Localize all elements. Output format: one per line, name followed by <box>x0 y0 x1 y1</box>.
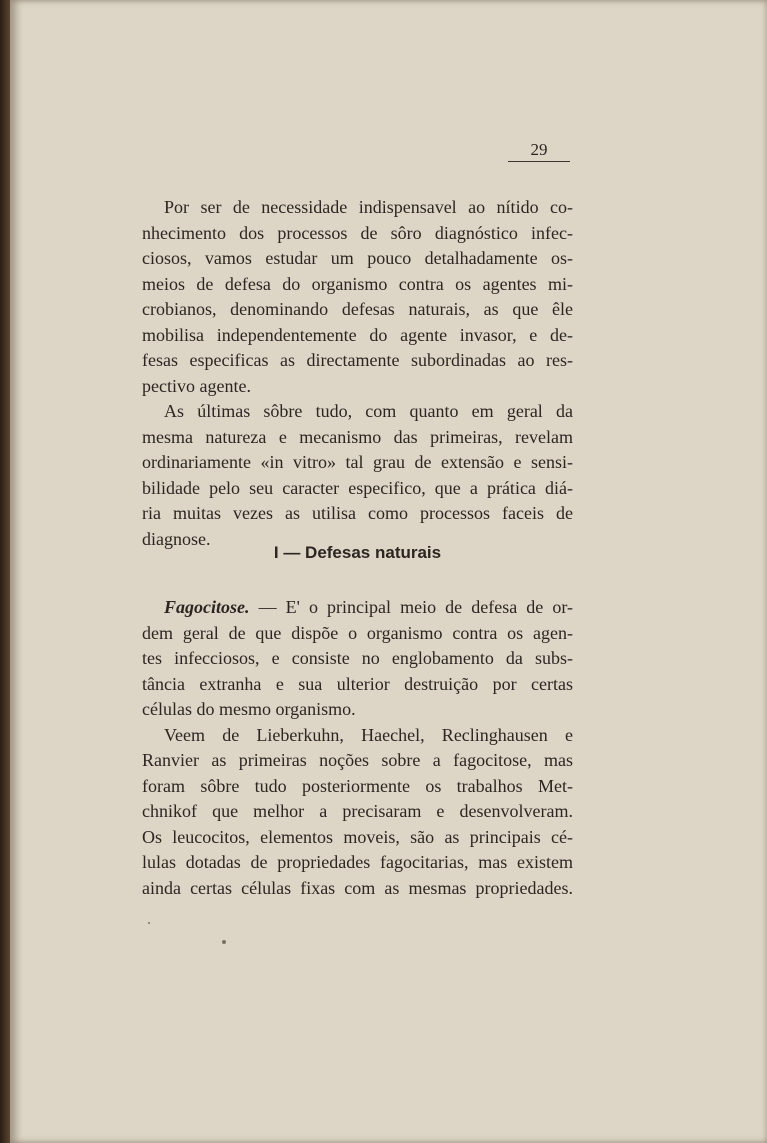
line-text: Por ser de necessidade indispensavel ao nítido co- <box>164 197 573 217</box>
line-text: diagnose. <box>142 528 211 549</box>
line-text: mesma natureza e mecanismo das primeiras, revelam <box>142 426 573 447</box>
line-text: dem geral de que dispõe o organismo contra os agen- <box>142 622 573 643</box>
line-text: Veem de Lieberkuhn, Haechel, Reclinghausen e <box>164 724 573 745</box>
text-line <box>142 621 573 647</box>
text-line <box>142 425 573 451</box>
line-text: ordinariamente «in vitro» tal grau de extensão e sensi- <box>142 452 573 472</box>
line-text: foram sôbre tudo posteriormente os trabalhos Met- <box>142 775 573 796</box>
text-line <box>142 399 573 425</box>
text-line <box>142 323 573 349</box>
text-line <box>142 748 573 774</box>
term-label: Fagocitose. <box>164 597 250 617</box>
paper-speck <box>148 922 150 924</box>
text-line <box>142 646 573 672</box>
line-text: Os leucocitos, elementos moveis, são as principais cé- <box>142 826 573 847</box>
line-text: ainda certas células fixas com as mesmas propriedades. <box>142 877 573 898</box>
line-text: ria muitas vezes as utilisa como processos faceis de <box>142 503 573 523</box>
line-text: células do mesmo organismo. <box>142 699 356 719</box>
line-text: crobianos, denominando defesas naturais, as que êle <box>142 299 573 319</box>
text-line <box>142 774 573 800</box>
paragraph-fagocitose <box>142 595 573 901</box>
line-text: meios de defesa do organismo contra os agentes mi- <box>142 273 573 294</box>
book-page <box>10 0 767 1143</box>
page-number: 29 <box>508 140 570 162</box>
text-line <box>142 672 573 698</box>
text-line <box>142 876 573 902</box>
line-text: ciosos, vamos estudar um pouco detalhadamente os- <box>142 248 573 268</box>
line-text: tes infecciosos, e consiste no englobamento da subs- <box>142 648 573 668</box>
text-line <box>142 476 573 502</box>
line-text: lulas dotadas de propriedades fagocitarias, mas existem <box>142 852 573 872</box>
text-line <box>142 799 573 825</box>
text-line <box>142 221 573 247</box>
line-text: mobilisa independentemente do agente invasor, e de- <box>142 324 573 345</box>
paper-speck <box>222 940 226 944</box>
text-line <box>142 195 573 221</box>
line-text: — E' o principal meio de defesa de or- <box>249 597 573 617</box>
text-line <box>142 374 573 400</box>
line-text: pectivo agente. <box>142 375 251 396</box>
text-line <box>142 501 573 527</box>
text-line <box>142 297 573 323</box>
text-line <box>142 723 573 749</box>
text-line <box>142 825 573 851</box>
paragraph-intro <box>142 195 573 552</box>
line-text: chnikof que melhor a precisaram e desenvolveram. <box>142 801 573 821</box>
line-text: tância extranha e sua ulterior destruição por certas <box>142 673 573 694</box>
text-line <box>142 697 573 723</box>
text-line <box>142 348 573 374</box>
line-text: nhecimento dos processos de sôro diagnóstico infec- <box>142 222 573 243</box>
line-text: fesas especificas as directamente subordinadas ao res- <box>142 350 573 370</box>
line-text: Ranvier as primeiras noções sobre a fagocitose, mas <box>142 750 573 770</box>
section-heading: I — Defesas naturais <box>273 543 442 562</box>
text-line <box>142 450 573 476</box>
line-text: bilidade pelo seu caracter especifico, que a prática diá- <box>142 477 573 498</box>
text-line <box>142 272 573 298</box>
book-binding-edge <box>0 0 10 1143</box>
text-line <box>142 850 573 876</box>
line-text: As últimas sôbre tudo, com quanto em geral da <box>164 401 573 421</box>
text-line <box>142 246 573 272</box>
text-line <box>142 595 573 621</box>
